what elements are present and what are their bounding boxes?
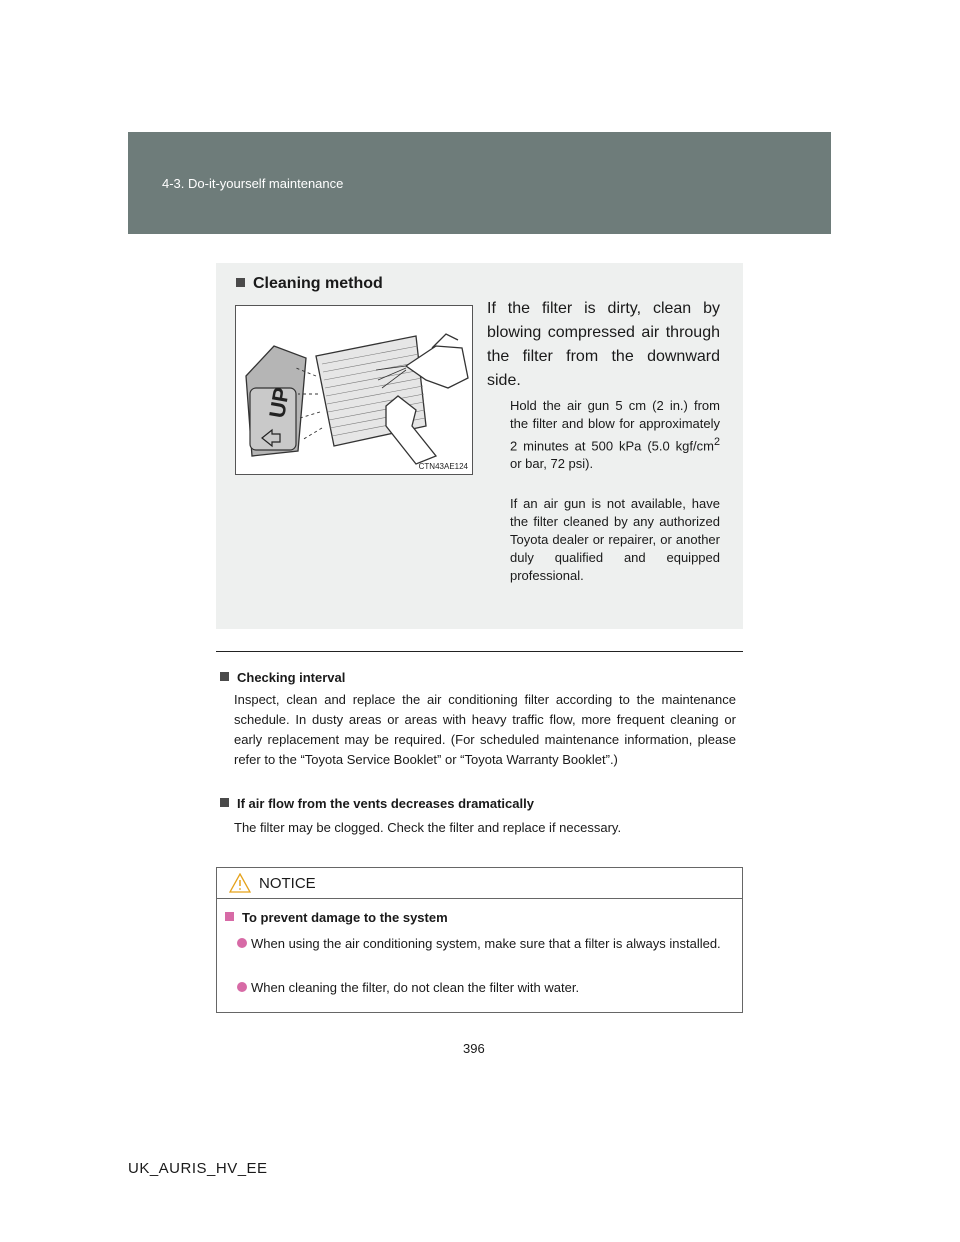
notice-item-text: When cleaning the filter, do not clean the filter with water. — [251, 980, 580, 995]
section-header-title: 4-3. Do-it-yourself maintenance — [162, 176, 344, 191]
air-gun-filter-drawing — [236, 306, 472, 474]
air-flow-heading — [220, 796, 534, 811]
cleaning-intro-text: If the filter is dirty, clean by blowing compressed air through the filter from the downward side. — [487, 300, 720, 389]
cleaning-method-heading — [236, 275, 383, 293]
notice-title: NOTICE — [259, 875, 316, 892]
cleaning-method-title: Cleaning method — [253, 275, 383, 292]
notice-header — [217, 868, 742, 899]
checking-interval-title: Checking interval — [237, 670, 346, 685]
square-bullet-icon — [236, 278, 245, 287]
no-air-gun-note: If an air gun is not available, have the filter cleaned by any authorized Toyota dealer or repairer, or another duly qualified and equipped professional. — [510, 496, 720, 583]
notice-subheading — [225, 910, 448, 925]
notice-box — [216, 867, 743, 1013]
square-bullet-icon — [225, 912, 234, 921]
notice-subtitle: To prevent damage to the system — [242, 910, 448, 925]
up-label: UP — [264, 385, 295, 420]
superscript-2: 2 — [713, 436, 720, 448]
page-number: 396 — [463, 1041, 485, 1056]
warning-icon — [229, 873, 251, 893]
section-header-band — [128, 132, 831, 234]
notice-item — [237, 934, 737, 953]
air-flow-body: The filter may be clogged. Check the filter and replace if necessary. — [234, 820, 622, 835]
notice-item-text: When using the air conditioning system, make sure that a filter is always installed. — [251, 936, 721, 951]
air-gun-instruction-text: Hold the air gun 5 cm (2 in.) from the filter and blow for approximately 2 minutes at 500 kPa (5.0 kgf/cm — [510, 398, 720, 454]
illustration-code: CTN43AE124 — [418, 462, 468, 471]
cleaning-method-box — [216, 263, 743, 629]
section-divider — [216, 651, 743, 652]
filter-cleaning-illustration — [235, 305, 473, 475]
notice-item — [237, 978, 737, 997]
footer-code: UK_AURIS_HV_EE — [128, 1160, 268, 1177]
square-bullet-icon — [220, 672, 229, 681]
checking-interval-heading — [220, 670, 345, 685]
bullet-dot-icon — [237, 938, 247, 948]
bullet-dot-icon — [237, 982, 247, 992]
air-gun-instruction — [510, 397, 720, 473]
checking-interval-body: Inspect, clean and replace the air conditioning filter according to the maintenance schedule. In dusty areas or areas with heavy traffic flow, more frequent cleaning or early replacement may be required. (For scheduled maintenance information, please refer to the “Toyota Service Booklet” or “Toyota Warranty Booklet”.) — [234, 692, 736, 767]
air-gun-instruction-end: or bar, 72 psi). — [510, 456, 594, 472]
air-flow-title: If air flow from the vents decreases dramatically — [237, 796, 534, 811]
square-bullet-icon — [220, 798, 229, 807]
